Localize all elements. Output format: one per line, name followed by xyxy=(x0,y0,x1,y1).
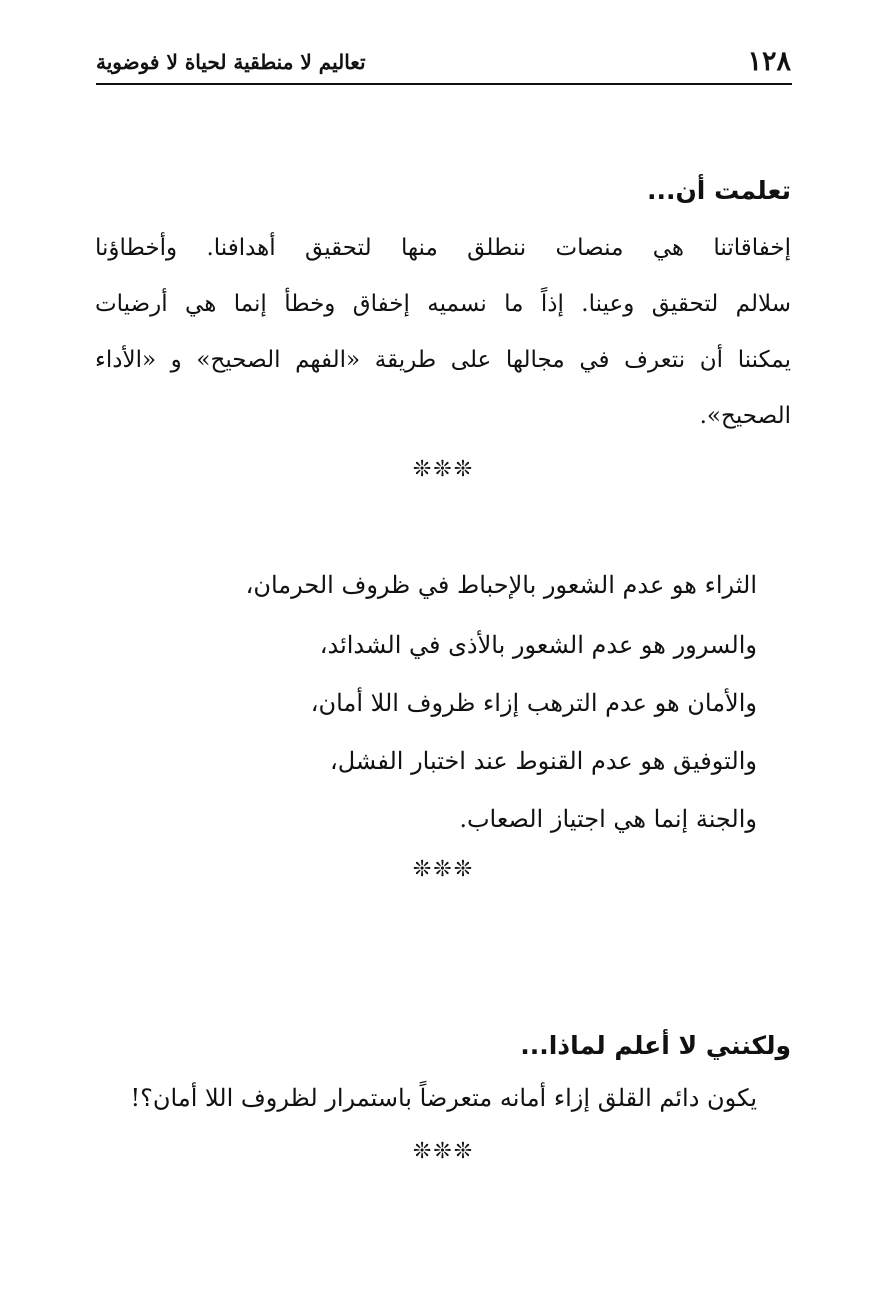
poem-line-3: والأمان هو عدم الترهب إزاء ظروف اللا أمان، xyxy=(310,689,757,717)
poem-line-1: الثراء هو عدم الشعور بالإحباط في ظروف الحرمان، xyxy=(245,571,757,599)
section-separator: ❊❊❊ xyxy=(412,1139,475,1164)
paragraph-line-2: سلالم لتحقيق وعينا. إذاً ما نسميه إخفاق وخطأ إنما هي أرضيات xyxy=(95,291,791,317)
section-heading-learned: تعلمت أن... xyxy=(646,176,791,205)
poem-line-4: والتوفيق هو عدم القنوط عند اختبار الفشل، xyxy=(329,747,757,775)
poem-line-2: والسرور هو عدم الشعور بالأذى في الشدائد، xyxy=(319,631,757,659)
paragraph-line-3: يمكننا أن نتعرف في مجالها على طريقة «الفهم الصحيح» و «الأداء xyxy=(95,347,791,373)
section-separator: ❊❊❊ xyxy=(412,857,475,882)
poem-line-5: والجنة إنما هي اجتياز الصعاب. xyxy=(459,805,757,833)
paragraph-line-1: إخفاقاتنا هي منصات ننطلق منها لتحقيق أهدافنا. وأخطاؤنا xyxy=(95,235,791,261)
section-heading-dont-know: ولكنني لا أعلم لماذا... xyxy=(520,1031,791,1060)
header-rule xyxy=(96,83,792,85)
section-separator: ❊❊❊ xyxy=(412,457,475,482)
closing-line: يكون دائم القلق إزاء أمانه متعرضاً باستمرار لظروف اللا أمان؟! xyxy=(130,1084,757,1112)
paragraph-line-4: الصحيح». xyxy=(699,403,791,429)
page-number: ١٢٨ xyxy=(747,46,791,77)
running-title: تعاليم لا منطقية لحياة لا فوضوية xyxy=(96,50,366,74)
